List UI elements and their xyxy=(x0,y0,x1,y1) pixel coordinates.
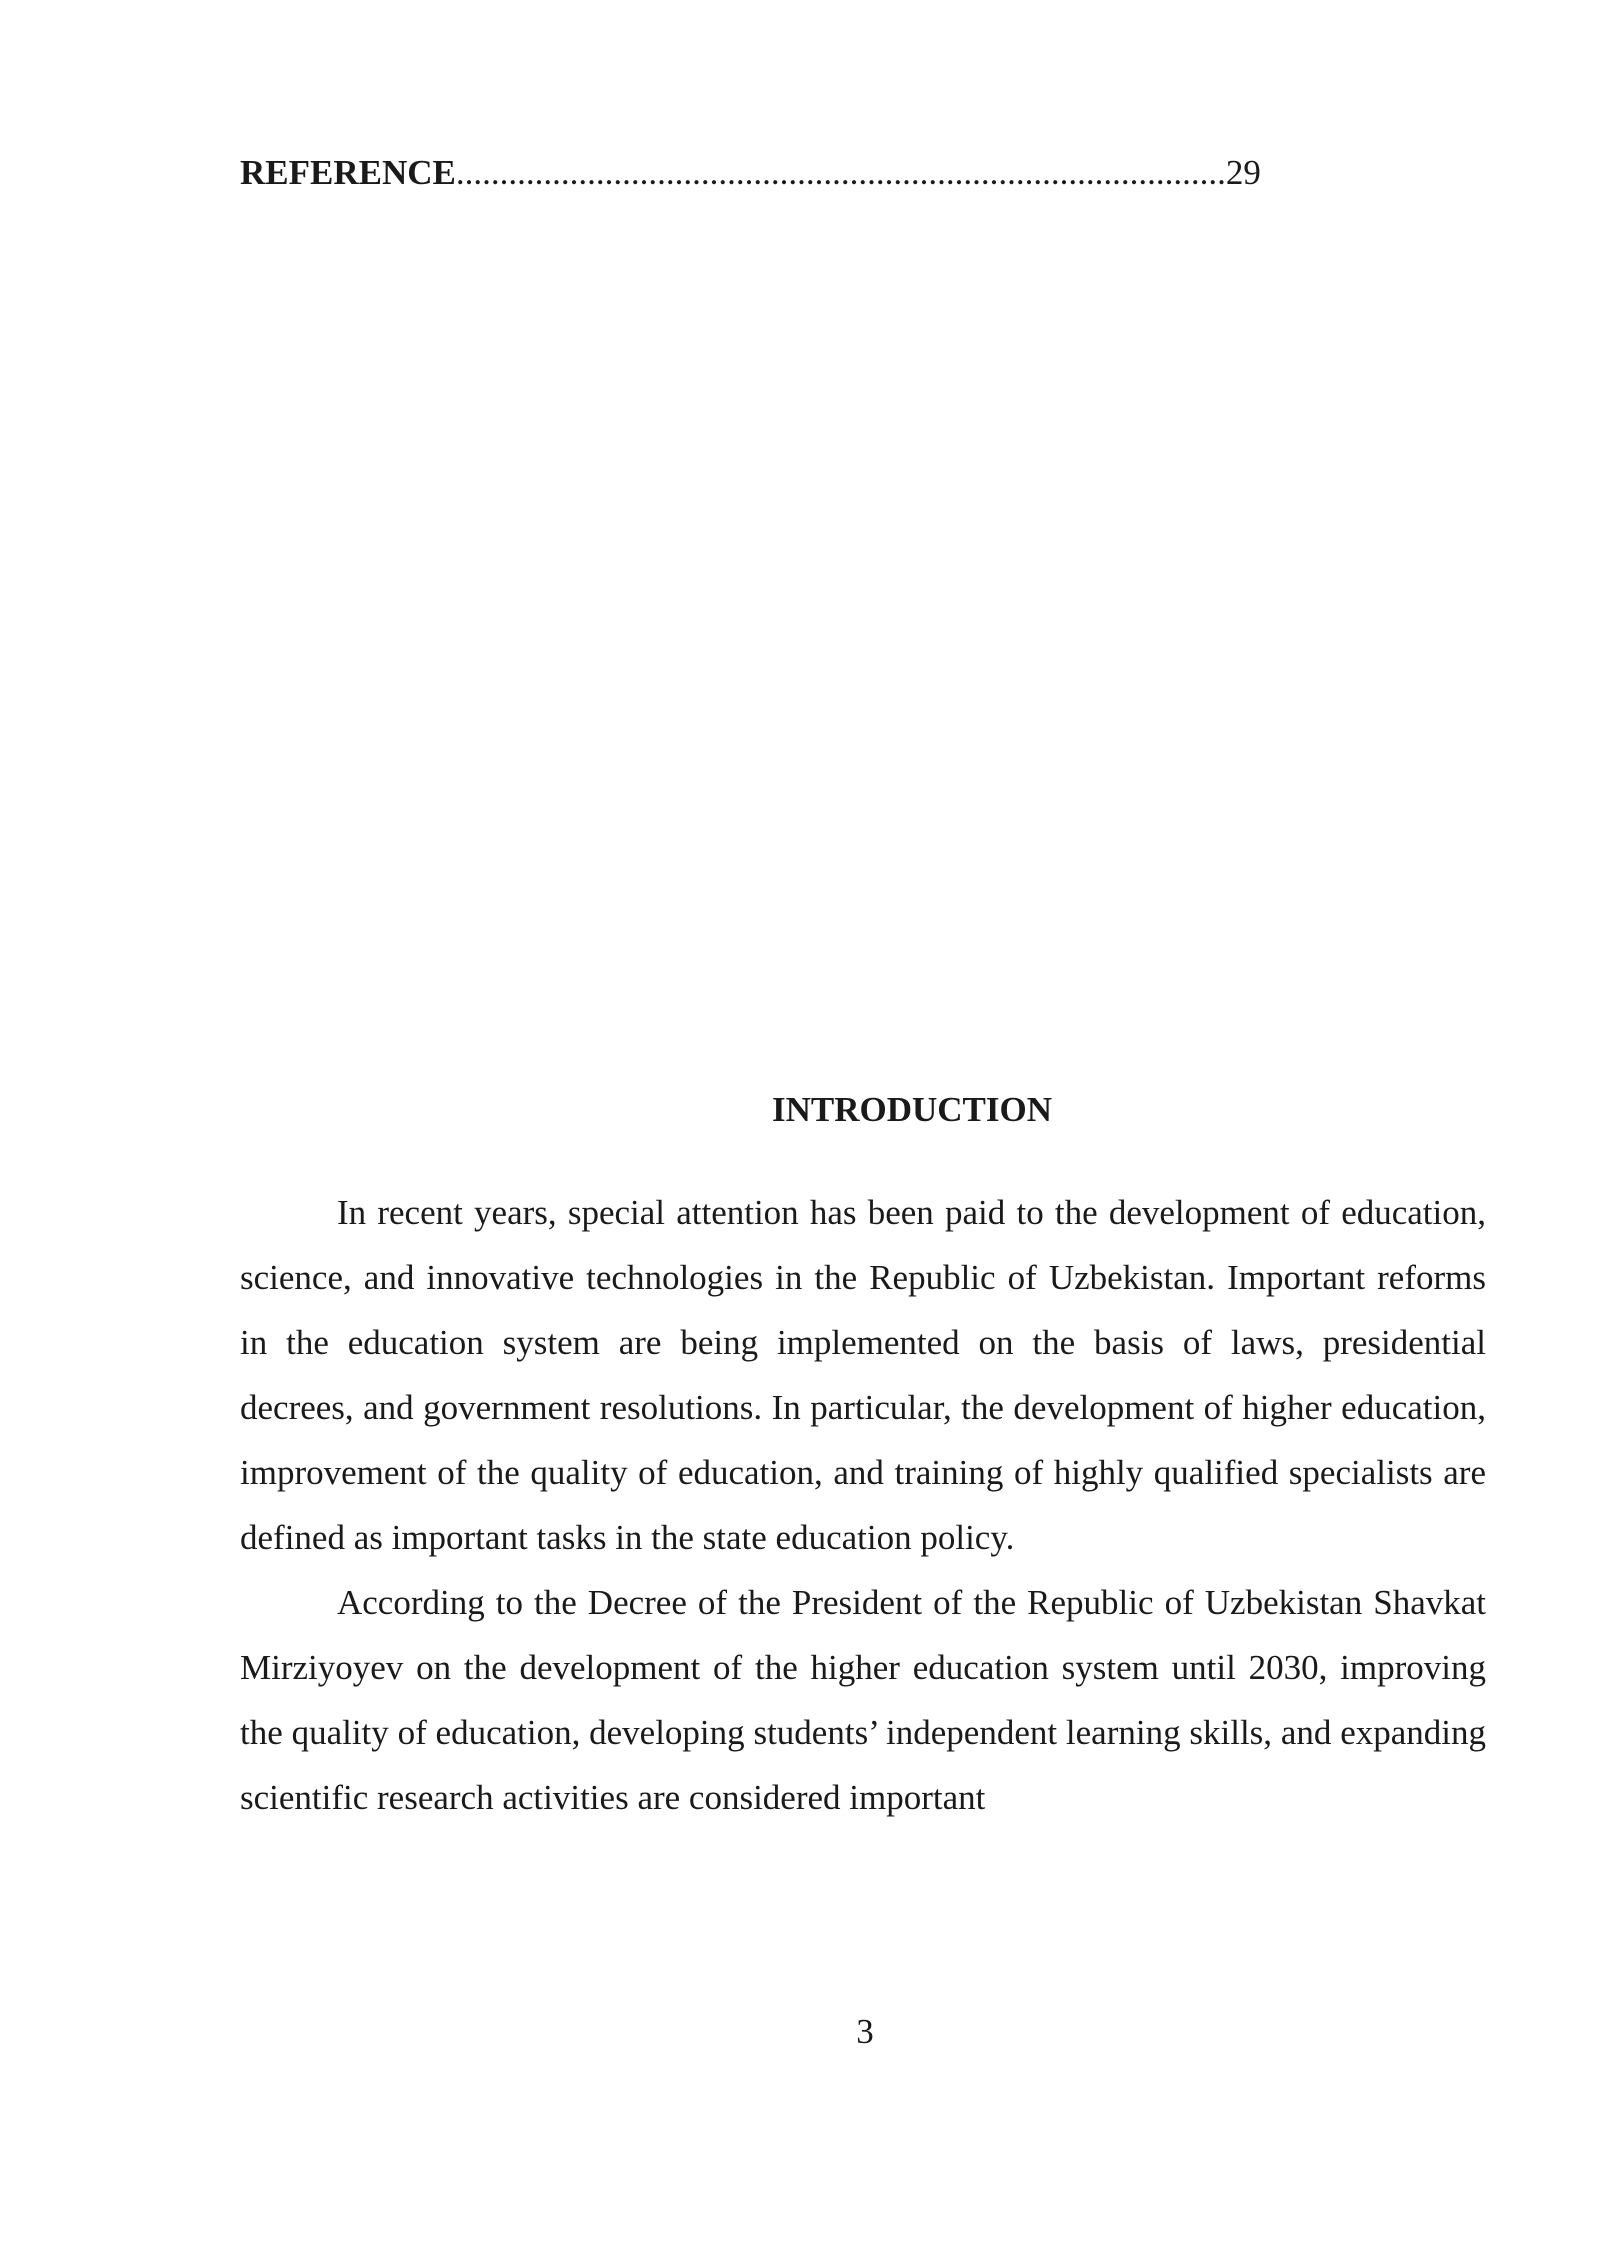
page-number: 3 xyxy=(856,2012,874,2051)
toc-entry-title: REFERENCE xyxy=(240,153,456,192)
paragraph: In recent years, special attention has been paid to the development of education, science, and innovative technologies in the Republic of Uzbekistan. Important reforms in the education system are being implemented on the basis of laws, presidential decrees, and government resolutions. In particular, the development of higher education, improvement of the quality of education, and training of highly qualified specialists are defined as important tasks in the state education policy. xyxy=(240,1193,1486,1557)
paragraph: According to the Decree of the President of the Republic of Uzbekistan Shavkat Mirziyoyev on the development of the higher education system until 2030, improving the quality of education, developing students’ independent learning skills, and expanding scientific research activities are considered important xyxy=(240,1583,1486,1817)
introduction-body xyxy=(240,1180,1486,1830)
toc-entry-reference xyxy=(240,152,1472,194)
toc-entry-page: 29 xyxy=(1225,153,1261,192)
section-heading-introduction: INTRODUCTION xyxy=(771,1090,1053,1129)
toc-leader-dots: ........................................................................................ xyxy=(455,153,1226,192)
